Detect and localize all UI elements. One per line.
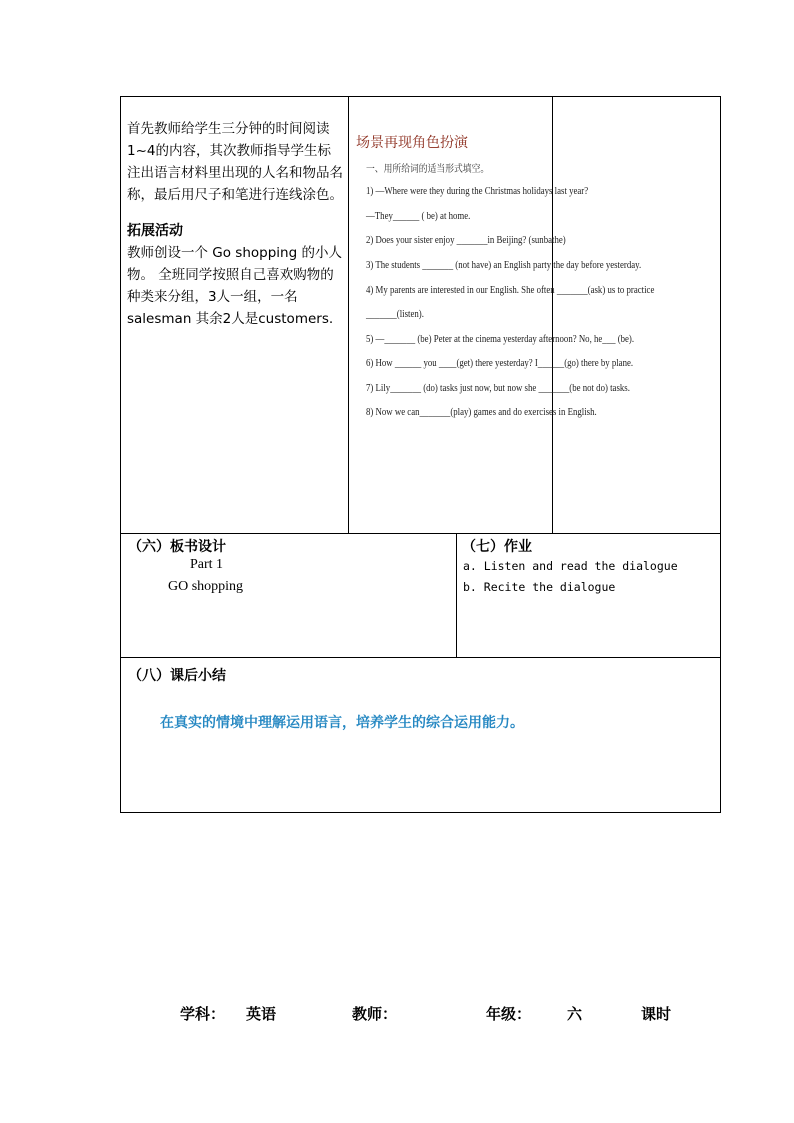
exercise-line: 4) My parents are interested in our English. She often _______(ask) us to practice xyxy=(366,285,655,296)
table-right-border xyxy=(720,96,721,813)
homework-item: b. Recite the dialogue xyxy=(463,580,616,594)
extension-activity-title: 拓展活动 xyxy=(127,223,183,239)
homework-title: （七）作业 xyxy=(462,539,532,555)
exercise-line: —They______ ( be) at home. xyxy=(366,211,471,222)
exercise-line: 7) Lily_______ (do) tasks just now, but now she _______(be not do) tasks. xyxy=(366,383,630,394)
col-divider-1 xyxy=(348,96,349,533)
teacher-label: 教师： xyxy=(352,1005,398,1023)
subject-label: 学科： xyxy=(180,1005,226,1023)
table-bottom-border xyxy=(120,812,721,813)
exercise-heading: 一、用所给词的适当形式填空。 xyxy=(366,164,490,175)
board-line-part: Part 1 xyxy=(190,557,224,572)
extension-activity-text: 教师创设一个 Go shopping 的小人物。 全班同学按照自己喜欢购物的种类来分组，3人一组，一名 salesman 其余2人是customers. xyxy=(127,245,342,327)
grade-value: 六 xyxy=(567,1005,583,1023)
teaching-steps-text: 首先教师给学生三分钟的时间阅读1~4的内容，其次教师指导学生标注出语言材料里出现的人名和物品名称，最后用尺子和笔进行连线涂色。 xyxy=(127,121,343,203)
board-line-topic: GO shopping xyxy=(168,579,244,594)
exercise-line: 3) The students _______ (not have) an English party the day before yesterday. xyxy=(366,260,642,271)
lesson-summary-text: 在真实的情境中理解运用语言，培养学生的综合运用能力。 xyxy=(160,715,524,731)
table-top-border xyxy=(120,96,721,97)
board-design-title: （六）板书设计 xyxy=(128,539,226,555)
subject-value: 英语 xyxy=(246,1005,277,1023)
grade-label: 年级： xyxy=(486,1005,532,1023)
exercise-line: 6) How ______ you ____(get) there yesterday? I______(go) there by plane. xyxy=(366,358,634,369)
scene-roleplay-title: 场景再现角色扮演 xyxy=(356,135,468,151)
exercise-line: _______(listen). xyxy=(366,309,424,320)
left-column xyxy=(127,118,343,330)
board-homework-divider xyxy=(456,533,457,658)
lesson-summary-title: （八）课后小结 xyxy=(128,668,226,684)
exercise-line: 1) —Where were they during the Christmas holidays last year? xyxy=(366,186,589,197)
period-label: 课时 xyxy=(641,1005,672,1023)
row-divider-2 xyxy=(120,657,721,658)
exercise-line: 2) Does your sister enjoy _______in Beijing? (sunbathe) xyxy=(366,235,566,246)
exercise-line: 8) Now we can_______(play) games and do exercises in English. xyxy=(366,407,597,418)
homework-item: a. Listen and read the dialogue xyxy=(463,559,678,573)
row-divider-1 xyxy=(120,533,721,534)
table-left-border xyxy=(120,96,121,813)
exercise-line: 5) —_______ (be) Peter at the cinema yesterday afternoon? No, he___ (be). xyxy=(366,334,635,345)
